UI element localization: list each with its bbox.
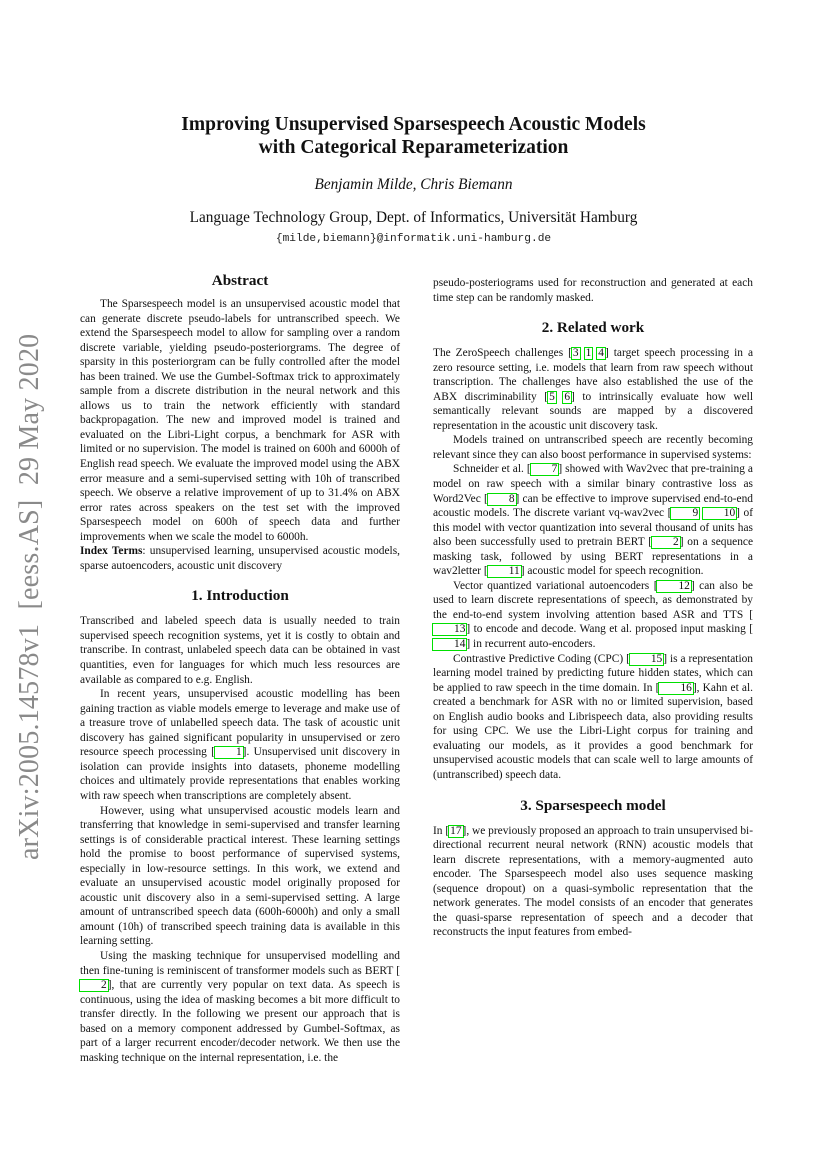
- citation-link[interactable]: 14: [432, 638, 467, 651]
- abstract-text: The Sparsespeech model is an unsupervised acoustic model that can generate discrete pseudo-labels for untranscribed speech. We extend the Sparsespeech model to allow for sampling over a random discrete variable, yielding pseudo-posteriorgrams. The degree of sparsity in this posteriorgram can be fully controlled after the model has been trained. We use the Gumbel-Softmax trick to approximately sample from a discrete distribution in the neural network and this allows us to train the network efficiently with standard backpropagation. The new and improved model is trained and evaluated on the Libri-Light corpus, a benchmark for ASR with limited or no supervision. The model is trained on 600h and 6000h of English read speech. We evaluate the improved model using the ABX error measure and a semi-supervised setting with 10h of transcribed speech. We observe a relative improvement of up to 31.4% on ABX error rates across speakers on the test set with the improved Sparsespeech model on 600h of speech data and further improvements when we scale the model to 6000h.: [80, 298, 400, 543]
- citation-link[interactable]: 2: [79, 979, 109, 992]
- related-paragraph-3: Schneider et al. [ 7] showed with Wav2vec that pre-training a model on raw speech with a similar binary contrastive loss as Word2Vec [ 8] can be effective to improve supervised end-to-end acoustic models. The discrete variant vq-wav2vec [ 9 10] of this model with vector quantization into several thousand of units has also been successfully used to pretrain BERT [ 2] on a sequence masking task, followed by using BERT representations in a wav2letter [ 11] acoustic model for speech recognition.: [433, 463, 754, 578]
- related-paragraph-5: Contrastive Predictive Coding (CPC) [ 15] is a representation learning model trained by predicting future hidden states, which can be applied to raw speech in the time domain. In [ 16], Kahn et al. created a benchmark for ASR with no or limited supervision, based on English audio books and Librispeech data, also providing results for using CPC. We use the Libri-Light corpus for training and evaluating our models, as it provides a good benchmark for unsupervised acoustic models that can scale well to large amounts of (untranscribed) speech data.: [433, 652, 754, 781]
- citation-link[interactable]: 15: [629, 653, 664, 666]
- citation-link[interactable]: 3: [572, 347, 579, 360]
- section-heading-related-work: 2. Related work: [541, 319, 645, 337]
- citation-link[interactable]: 12: [656, 580, 691, 593]
- index-terms-label: Index Terms: [80, 545, 143, 558]
- citation-link[interactable]: 16: [658, 682, 693, 695]
- title-line-1: Improving Unsupervised Sparsespeech Acoustic Models: [181, 114, 646, 135]
- citation-link[interactable]: 11: [487, 565, 522, 578]
- citation-link[interactable]: 13: [432, 623, 467, 636]
- related-paragraph-4: Vector quantized variational autoencoders [ 12] can also be used to learn discrete representations of speech, as demonstrated by the end-to-end system involving attention based ASR and TTS [13] to encode and decode. Wang et al. proposed input masking [14] in recurrent auto-encoders.: [433, 579, 753, 651]
- citation-link[interactable]: 1: [585, 347, 592, 360]
- citation-link[interactable]: 17: [450, 824, 462, 837]
- left-column: [80, 272, 400, 1065]
- citation-link[interactable]: 8: [487, 493, 517, 506]
- citation-link[interactable]: 7: [530, 463, 560, 476]
- intro-paragraph-4-continued: pseudo-posteriograms used for reconstruction and generated at each time step can be randomly masked.: [433, 277, 753, 304]
- citation-link[interactable]: 9: [670, 507, 700, 520]
- abstract-heading: Abstract: [211, 272, 269, 289]
- index-terms-text: : unsupervised learning, unsupervised acoustic models, sparse autoencoders, acoustic unit discovery: [80, 545, 400, 572]
- intro-p2-text-a: In recent years, unsupervised acoustic modelling has been gaining traction as viable models emerge to leverage and make use of a treasure trove of unlabelled speech data. The task of acoustic unit discovery has gained significant popularity in unsupervised or zero resource speech processing: [80, 688, 400, 759]
- citation-link[interactable]: 1: [214, 746, 244, 759]
- intro-p2-text-b: . Unsupervised unit discovery in isolation can provide insights into datasets, phoneme modelling choices and ultimately provide representations that enables working with raw speech when transcriptions are completely absent.: [80, 746, 400, 802]
- right-column-flow: [433, 276, 753, 305]
- title-line-2: with Categorical Reparameterization: [258, 137, 569, 158]
- arxiv-identifier-stamp: arXiv:2005.14578v1 [eess.AS] 29 May 2020: [14, 333, 45, 860]
- author-email[interactable]: {milde,biemann}@informatik.uni-hamburg.de: [275, 233, 552, 245]
- index-terms: [80, 544, 400, 573]
- right-column: [433, 276, 753, 940]
- authors: Benjamin Milde, Chris Biemann: [314, 176, 513, 193]
- citation-link[interactable]: 10: [702, 507, 737, 520]
- intro-paragraph-2: In recent years, unsupervised acoustic modelling has been gaining traction as viable models emerge to leverage and make use of a treasure trove of unlabelled speech data. The task of acoustic unit discovery has gained significant popularity in unsupervised or zero resource speech processing [ 1]. Unsupervised unit discovery in isolation can provide insights into datasets, phoneme modelling choices and ultimately provide representations that enables working with raw speech when transcriptions are completely absent.: [80, 688, 400, 802]
- section-heading-introduction: 1. Introduction: [191, 587, 289, 605]
- intro-p4-text-b: , that are currently very popular on text data. As speech is continuous, using the idea of masking becomes a bit more difficult to transfer directly. In the following we present our approach that is based on a memory component addressed by Gumbel-Softmax, as part of a larger recurrent encoder/decoder network. We then use the masking technique on the internal representation, i.e. the: [80, 979, 400, 1064]
- paper-title: [110, 113, 717, 159]
- section-heading-sparsespeech-model: 3. Sparsespeech model: [520, 796, 666, 814]
- model-paragraph-1: In [17], we previously proposed an approach to train unsupervised bi-directional recurrent neural network (RNN) acoustic models that learn discrete representations, with a memory-augmented auto encoder. The Sparsespeech model also uses sequence masking (sequence dropout) on a quasi-symbolic representation that the network generates. The model consists of an encoder that generates the quasi-sparse representation of speech and a decoder that reconstructs the input features from embed-: [433, 824, 754, 939]
- citation-link[interactable]: 6: [564, 390, 571, 403]
- related-paragraph-2: Models trained on untranscribed speech are recently becoming relevant since they can also boost performance in supervised systems:: [433, 434, 753, 461]
- citation-link[interactable]: 4: [598, 347, 604, 360]
- intro-paragraph-4: Using the masking technique for unsupervised modelling and then fine-tuning is reminiscent of transformer models such as BERT [2], that are currently very popular on text data. As speech is continuous, using the idea of masking becomes a bit more difficult to transfer directly. In the following we present our approach that is based on a memory component addressed by Gumbel-Softmax, as part of a larger recurrent encoder/decoder network. We then use the masking technique on the internal representation, i.e. the: [80, 949, 400, 1064]
- intro-paragraph-1: Transcribed and labeled speech data is usually needed to train supervised speech recognition systems, yet it is costly to obtain and transcribe. In contrast, unlabeled speech data can be obtained in vast quantities, even for languages for which much less resources are available as compared to e.g. English.: [80, 615, 400, 686]
- intro-p4-text-a: Using the masking technique for unsupervised modelling and then fine-tuning is reminiscent of transformer models such as BERT: [80, 949, 400, 977]
- citation-link[interactable]: 5: [549, 390, 555, 403]
- citation-link[interactable]: 2: [651, 536, 681, 549]
- related-paragraph-1: The ZeroSpeech challenges [3 1 4] target speech processing in a zero resource setting, i.e. models that learn from raw speech without transcription. The challenges have also established the use of the ABX discriminability [5 6] to intrinsically evaluate how well semantically relevant sounds are mapped by a discovered representation in the acoustic unit discovery task.: [433, 347, 753, 432]
- intro-paragraph-3: However, using what unsupervised acoustic models learn and transferring that knowledge in semi-supervised and transfer learning settings is of considerable practical interest. These learning settings hold the promise to boost performance of supervised systems, especially in low-resource settings. In this work, we extend and evaluate an unsupervised acoustic model originally proposed for acoustic unit discovery also in a semi-supervised setting. A large amount of untranscribed speech data (600h-6000h) and only a small amount (10h) of transcribed speech training data is available in this learning setting.: [80, 804, 400, 948]
- affiliation: Language Technology Group, Dept. of Informatics, Universität Hamburg: [189, 209, 638, 226]
